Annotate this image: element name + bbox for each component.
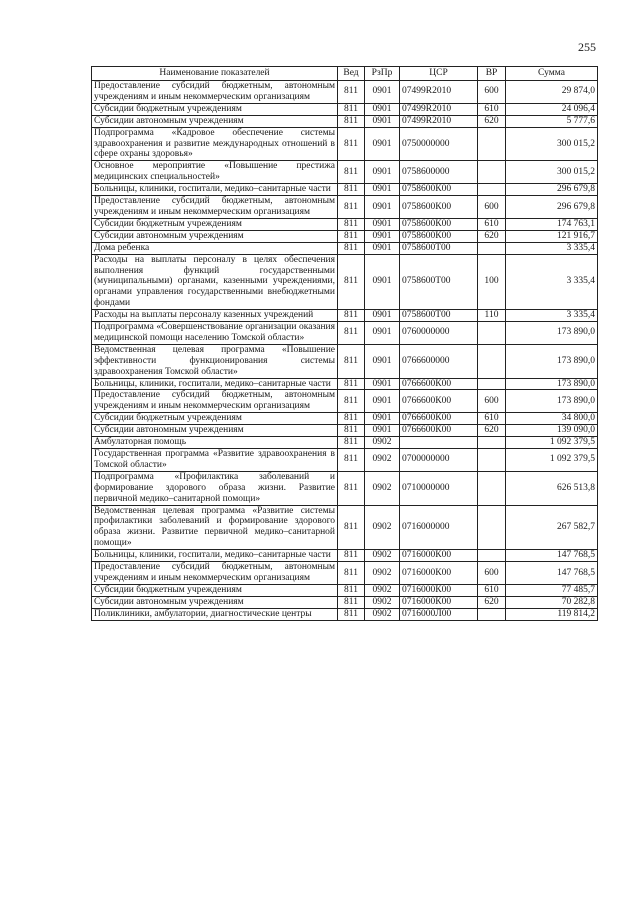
table-row [92,471,598,505]
cell-name: Субсидии бюджетным учреждениям [92,218,338,230]
header-ved: Вед [338,67,365,81]
cell-rzpr: 0901 [365,310,400,322]
table-row [92,254,598,310]
cell-csr: 0766600К00 [400,378,478,390]
cell-rzpr: 0901 [365,230,400,242]
cell-sum: 173 890,0 [506,322,598,345]
table-row [92,103,598,115]
cell-sum: 3 335,4 [506,242,598,254]
table-row [92,242,598,254]
table-row [92,562,598,585]
cell-vr: 620 [478,115,506,127]
header-sum: Сумма [506,67,598,81]
cell-ved: 811 [338,161,365,184]
table-row [92,505,598,550]
cell-name: Субсидии бюджетным учреждениям [92,584,338,596]
table-row [92,344,598,378]
cell-ved: 811 [338,230,365,242]
cell-rzpr: 0902 [365,596,400,608]
header-rzpr: РзПр [365,67,400,81]
cell-name: Подпрограмма «Профилактика заболеваний и формирование здорового образа жизни. Развитие первичной медико–санитарной помощи» [92,471,338,505]
cell-vr: 610 [478,584,506,596]
cell-name: Подпрограмма «Кадровое обеспечение системы здравоохранения и развитие международных отношений в сфере охраны здоровья» [92,127,338,161]
cell-ved: 811 [338,596,365,608]
cell-ved: 811 [338,425,365,437]
cell-csr: 0710000000 [400,471,478,505]
cell-vr: 600 [478,196,506,219]
cell-sum: 3 335,4 [506,310,598,322]
cell-csr: 0758600Т00 [400,254,478,310]
table-row [92,596,598,608]
header-csr: ЦСР [400,67,478,81]
cell-csr: 0758600000 [400,161,478,184]
cell-csr: 0766600К00 [400,413,478,425]
cell-sum: 139 090,0 [506,425,598,437]
cell-rzpr: 0901 [365,218,400,230]
table-row [92,584,598,596]
cell-rzpr: 0901 [365,115,400,127]
cell-vr [478,608,506,620]
cell-vr [478,378,506,390]
cell-name: Предоставление субсидий бюджетным, автономным учреждениям и иным некоммерческим организациям [92,562,338,585]
table-body [92,81,598,621]
cell-ved: 811 [338,413,365,425]
budget-table [91,66,598,621]
cell-name: Предоставление субсидий бюджетным, автономным учреждениям и иным некоммерческим организациям [92,390,338,413]
cell-csr: 07499R2010 [400,115,478,127]
cell-ved: 811 [338,437,365,449]
cell-vr [478,184,506,196]
cell-name: Государственная программа «Развитие здравоохранения в Томской области» [92,449,338,472]
cell-sum: 173 890,0 [506,390,598,413]
cell-name: Больницы, клиники, госпитали, медико–санитарные части [92,550,338,562]
cell-rzpr: 0901 [365,127,400,161]
cell-rzpr: 0902 [365,471,400,505]
table-row [92,81,598,104]
cell-rzpr: 0901 [365,161,400,184]
cell-sum: 300 015,2 [506,127,598,161]
cell-name: Больницы, клиники, госпитали, медико–санитарные части [92,378,338,390]
cell-csr: 0766600К00 [400,425,478,437]
cell-rzpr: 0902 [365,505,400,550]
cell-csr: 0716000Л00 [400,608,478,620]
cell-rzpr: 0901 [365,322,400,345]
cell-vr: 610 [478,103,506,115]
cell-csr: 0760000000 [400,322,478,345]
cell-name: Субсидии автономным учреждениям [92,596,338,608]
cell-sum: 174 763,1 [506,218,598,230]
cell-ved: 811 [338,608,365,620]
cell-csr: 0766600000 [400,344,478,378]
cell-ved: 811 [338,242,365,254]
cell-rzpr: 0901 [365,184,400,196]
cell-name: Дома ребенка [92,242,338,254]
cell-csr: 0758600Т00 [400,310,478,322]
cell-sum: 34 800,0 [506,413,598,425]
cell-sum: 296 679,8 [506,184,598,196]
table-row [92,413,598,425]
cell-ved: 811 [338,550,365,562]
cell-csr: 0716000К00 [400,562,478,585]
cell-name: Субсидии автономным учреждениям [92,425,338,437]
cell-sum: 267 582,7 [506,505,598,550]
cell-ved: 811 [338,584,365,596]
cell-vr: 620 [478,230,506,242]
cell-ved: 811 [338,562,365,585]
cell-vr [478,437,506,449]
cell-csr: 0700000000 [400,449,478,472]
cell-ved: 811 [338,505,365,550]
cell-vr [478,550,506,562]
cell-name: Подпрограмма «Совершенствование организации оказания медицинской помощи населению Томской области» [92,322,338,345]
cell-ved: 811 [338,254,365,310]
cell-csr: 0766600К00 [400,390,478,413]
cell-csr: 0758600К00 [400,230,478,242]
cell-vr [478,449,506,472]
cell-vr: 610 [478,218,506,230]
page-number: 255 [578,40,596,54]
cell-csr: 0716000К00 [400,596,478,608]
table-row [92,608,598,620]
cell-vr: 600 [478,562,506,585]
cell-sum: 173 890,0 [506,344,598,378]
cell-name: Основное мероприятие «Повышение престижа медицинских специальностей» [92,161,338,184]
cell-sum: 121 916,7 [506,230,598,242]
table-row [92,196,598,219]
cell-ved: 811 [338,310,365,322]
table-row [92,322,598,345]
cell-ved: 811 [338,322,365,345]
cell-name: Ведомственная целевая программа «Развитие системы профилактики заболеваний и формирование здорового образа жизни. Развитие первичной медико–санитарной помощи» [92,505,338,550]
cell-sum: 1 092 379,5 [506,449,598,472]
cell-sum: 296 679,8 [506,196,598,219]
cell-csr: 0758600К00 [400,196,478,219]
cell-ved: 811 [338,390,365,413]
cell-rzpr: 0902 [365,584,400,596]
cell-name: Больницы, клиники, госпитали, медико–санитарные части [92,184,338,196]
cell-sum: 77 485,7 [506,584,598,596]
cell-ved: 811 [338,344,365,378]
cell-sum: 24 096,4 [506,103,598,115]
cell-vr [478,471,506,505]
cell-ved: 811 [338,471,365,505]
cell-csr: 0758600Т00 [400,242,478,254]
cell-name: Поликлиники, амбулатории, диагностические центры [92,608,338,620]
cell-vr: 600 [478,390,506,413]
cell-sum: 1 092 379,5 [506,437,598,449]
cell-vr [478,344,506,378]
cell-name: Предоставление субсидий бюджетным, автономным учреждениям и иным некоммерческим организациям [92,196,338,219]
table-row [92,161,598,184]
cell-rzpr: 0902 [365,437,400,449]
cell-rzpr: 0901 [365,378,400,390]
cell-vr: 100 [478,254,506,310]
cell-vr: 620 [478,425,506,437]
table-row [92,449,598,472]
cell-vr [478,505,506,550]
cell-ved: 811 [338,103,365,115]
cell-sum: 300 015,2 [506,161,598,184]
cell-ved: 811 [338,127,365,161]
cell-vr [478,161,506,184]
cell-vr: 600 [478,81,506,104]
cell-rzpr: 0901 [365,254,400,310]
cell-sum: 5 777,6 [506,115,598,127]
header-vr: ВР [478,67,506,81]
cell-rzpr: 0901 [365,196,400,219]
cell-csr: 0750000000 [400,127,478,161]
cell-name: Ведомственная целевая программа «Повышение эффективности функционирования системы здравоохранения Томской области» [92,344,338,378]
cell-sum: 70 282,8 [506,596,598,608]
cell-rzpr: 0901 [365,81,400,104]
cell-rzpr: 0901 [365,413,400,425]
table-row [92,390,598,413]
cell-sum: 147 768,5 [506,550,598,562]
cell-vr [478,242,506,254]
table-row [92,425,598,437]
cell-ved: 811 [338,449,365,472]
cell-ved: 811 [338,218,365,230]
cell-rzpr: 0902 [365,449,400,472]
table-row [92,310,598,322]
cell-sum: 119 814,2 [506,608,598,620]
cell-vr: 610 [478,413,506,425]
cell-sum: 3 335,4 [506,254,598,310]
cell-name: Субсидии автономным учреждениям [92,230,338,242]
table-row [92,218,598,230]
table-row [92,127,598,161]
cell-rzpr: 0901 [365,425,400,437]
cell-csr: 0716000К00 [400,584,478,596]
cell-ved: 811 [338,115,365,127]
cell-csr: 0716000К00 [400,550,478,562]
table-row [92,184,598,196]
cell-rzpr: 0902 [365,550,400,562]
cell-csr [400,437,478,449]
cell-ved: 811 [338,184,365,196]
cell-rzpr: 0901 [365,390,400,413]
cell-ved: 811 [338,196,365,219]
header-name: Наименование показателей [92,67,338,81]
cell-name: Субсидии бюджетным учреждениям [92,413,338,425]
cell-sum: 147 768,5 [506,562,598,585]
cell-rzpr: 0901 [365,344,400,378]
cell-vr [478,322,506,345]
cell-ved: 811 [338,81,365,104]
cell-sum: 29 874,0 [506,81,598,104]
cell-rzpr: 0901 [365,103,400,115]
cell-vr: 110 [478,310,506,322]
cell-name: Расходы на выплаты персоналу в целях обеспечения выполнения функций государственными (муниципальными) органами, казенными учреждениями, органами управления государственными внебюджетными фондами [92,254,338,310]
table-row [92,550,598,562]
table-header-row [92,67,598,81]
cell-csr: 0758600К00 [400,184,478,196]
cell-name: Амбулаторная помощь [92,437,338,449]
cell-csr: 0716000000 [400,505,478,550]
cell-csr: 0758600К00 [400,218,478,230]
cell-name: Субсидии автономным учреждениям [92,115,338,127]
cell-rzpr: 0902 [365,608,400,620]
cell-vr [478,127,506,161]
cell-rzpr: 0902 [365,562,400,585]
cell-rzpr: 0901 [365,242,400,254]
cell-vr: 620 [478,596,506,608]
cell-csr: 07499R2010 [400,81,478,104]
table-row [92,230,598,242]
cell-sum: 626 513,8 [506,471,598,505]
cell-name: Субсидии бюджетным учреждениям [92,103,338,115]
table-row [92,437,598,449]
table-row [92,378,598,390]
cell-name: Расходы на выплаты персоналу казенных учреждений [92,310,338,322]
cell-ved: 811 [338,378,365,390]
cell-name: Предоставление субсидий бюджетным, автономным учреждениям и иным некоммерческим организациям [92,81,338,104]
table-row [92,115,598,127]
cell-sum: 173 890,0 [506,378,598,390]
cell-csr: 07499R2010 [400,103,478,115]
